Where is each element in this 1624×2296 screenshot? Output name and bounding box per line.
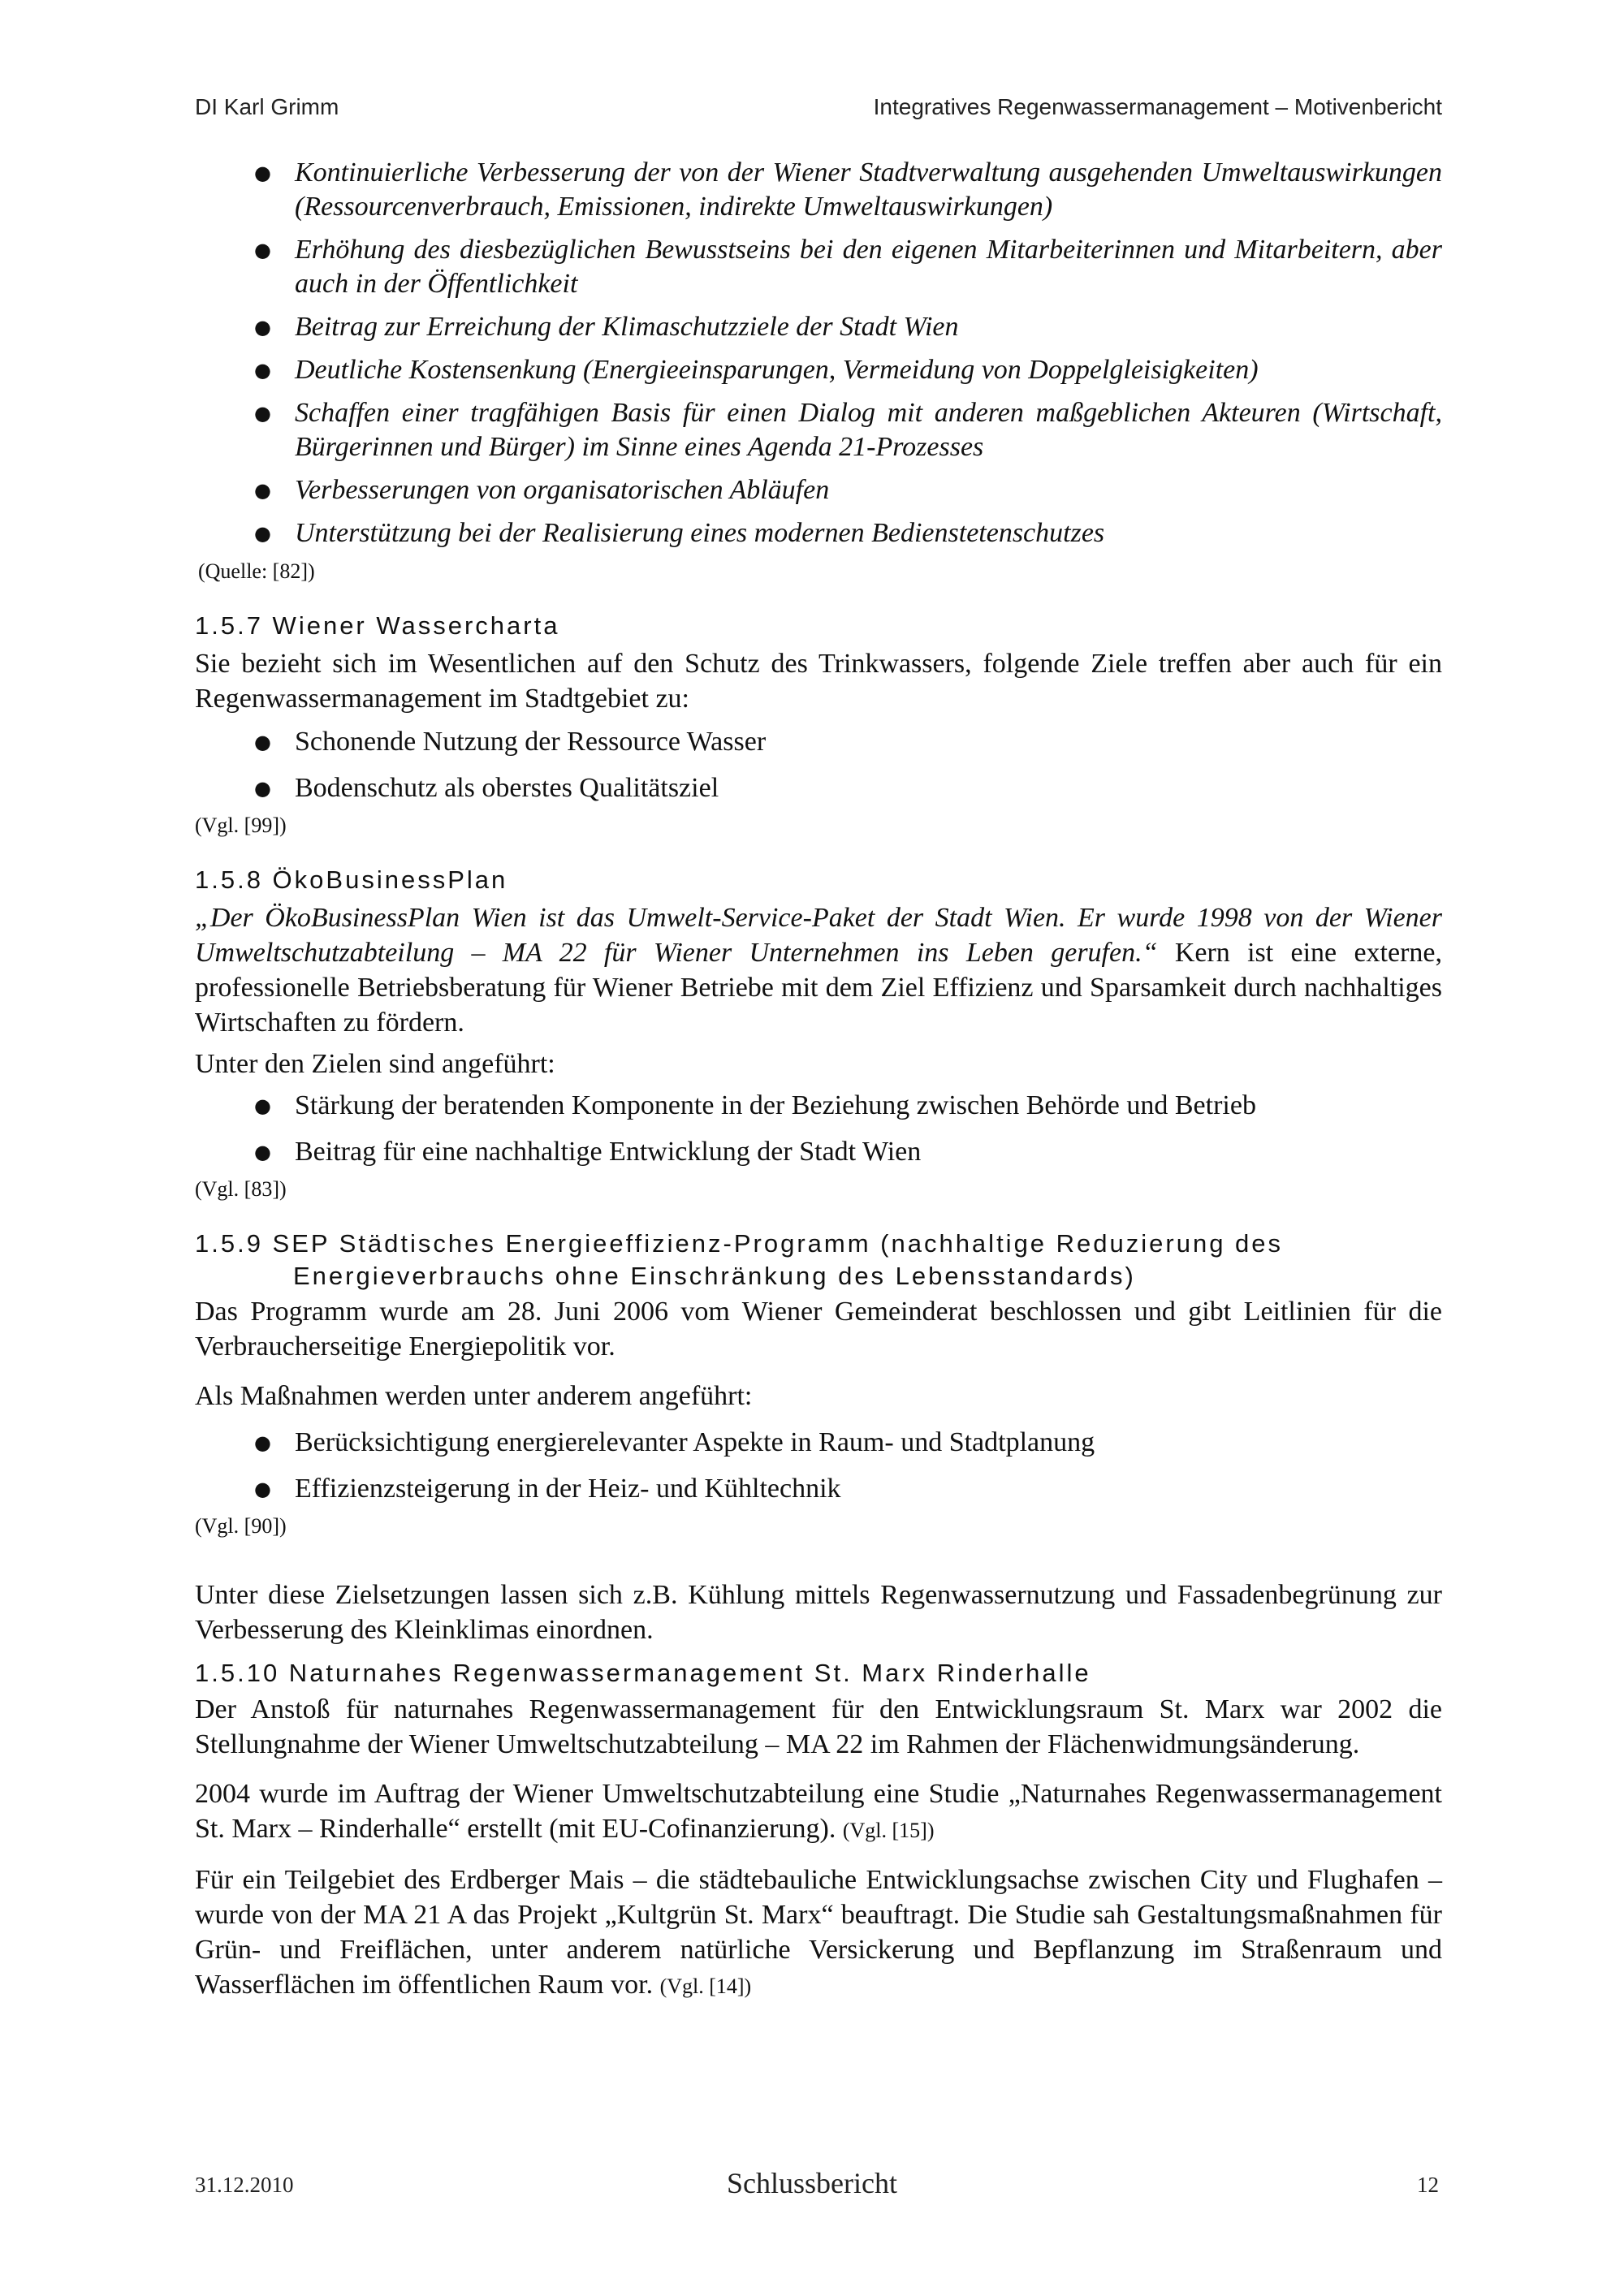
list-item: ● Deutliche Kostensenkung (Energieeinsparungen, Vermeidung von Doppelgleisigkeiten) bbox=[195, 353, 1442, 387]
section-1-5-10-ref-15: (Vgl. [15]) bbox=[842, 1819, 935, 1842]
list-item: ● Bodenschutz als oberstes Qualitätsziel bbox=[195, 770, 1442, 806]
section-heading-1-5-10: 1.5.10 Naturnahes Regenwassermanagement St. Marx Rinderhalle bbox=[195, 1659, 1091, 1687]
list-item: ● Effizienzsteigerung in der Heiz- und Kühltechnik bbox=[195, 1471, 1442, 1507]
page-number: 12 bbox=[1417, 2173, 1439, 2197]
list-item: ● Schaffen einer tragfähigen Basis für einen Dialog mit anderen maßgeblichen Akteuren (Wirtschaft, Bürgerinnen und Bürger) im Sinne eines Agenda 21-Prozesses bbox=[254, 398, 1442, 462]
bullet-icon: ● bbox=[254, 522, 271, 545]
header-author: DI Karl Grimm bbox=[195, 94, 339, 119]
section-heading-1-5-7: 1.5.7 Wiener Wassercharta bbox=[195, 611, 560, 640]
list-item: ● Berücksichtigung energierelevanter Aspekte in Raum- und Stadtplanung bbox=[195, 1425, 1442, 1461]
footer-date: 31.12.2010 bbox=[195, 2173, 294, 2197]
section-1-5-9-para3: Unter diese Zielsetzungen lassen sich z.B. Kühlung mittels Regenwassernutzung und Fassadenbegrünung zur Verbesserung des Kleinklimas einordnen. bbox=[195, 1580, 1442, 1645]
bullet-icon: ● bbox=[254, 239, 271, 261]
section-1-5-10-para1: Der Anstoß für naturnahes Regenwassermanagement für den Entwicklungsraum St. Marx war 2002 die Stellungnahme der Wiener Umweltschutzabteilung – MA 22 im Rahmen der Flächenwidmungsänderung. bbox=[195, 1694, 1442, 1759]
bullet-icon: ● bbox=[254, 402, 271, 425]
section-1-5-8-text: Kern ist eine externe, professionelle Betriebsberatung für Wiener Betriebe mit dem Ziel Effizienz und Sparsamkeit durch nachhaltiges Wirtschaften zu fördern. bbox=[195, 938, 1442, 1038]
bullet-icon: ● bbox=[254, 1478, 271, 1500]
list-item: ● Beitrag zur Erreichung der Klimaschutzziele der Stadt Wien bbox=[195, 310, 1442, 344]
bullet-icon: ● bbox=[254, 162, 271, 184]
section-1-5-8-source: (Vgl. [83]) bbox=[195, 1177, 287, 1201]
bullet-icon: ● bbox=[254, 1141, 271, 1163]
bullet-icon: ● bbox=[254, 731, 271, 753]
section-1-5-8-intro: Unter den Zielen sind angeführt: bbox=[195, 1049, 555, 1079]
section-1-5-8-para bbox=[195, 900, 1442, 1040]
section-1-5-10-para2: 2004 wurde im Auftrag der Wiener Umweltschutzabteilung eine Studie „Naturnahes Regenwassermanagement St. Marx – Rinderhalle“ erstellt (mit EU-Cofinanzierung). (Vgl. [15]) bbox=[195, 1779, 1442, 1844]
section-1-5-8-list bbox=[195, 1088, 1442, 1170]
section-1-5-9-para2: Als Maßnahmen werden unter anderem angeführt: bbox=[195, 1381, 753, 1411]
section-1-5-9-source: (Vgl. [90]) bbox=[195, 1514, 287, 1538]
bullet-icon: ● bbox=[254, 359, 271, 382]
header-title: Integratives Regenwassermanagement – Motivenbericht bbox=[873, 94, 1442, 119]
section-heading-1-5-8: 1.5.8 ÖkoBusinessPlan bbox=[195, 865, 508, 894]
bullet-icon: ● bbox=[254, 1094, 271, 1117]
list-item: ● Schonende Nutzung der Ressource Wasser bbox=[195, 724, 1442, 760]
list-item: ● Kontinuierliche Verbesserung der von der Wiener Stadtverwaltung ausgehenden Umweltauswirkungen (Ressourcenverbrauch, Emissionen, indirekte Umweltauswirkungen) bbox=[254, 158, 1442, 222]
section-1-5-9-para1: Das Programm wurde am 28. Juni 2006 vom Wiener Gemeinderat beschlossen und gibt Leitlinien für die Verbraucherseitige Energiepolitik vor. bbox=[195, 1297, 1442, 1362]
footer-title: Schlussbericht bbox=[727, 2167, 897, 2199]
section-1-5-7-source: (Vgl. [99]) bbox=[195, 814, 287, 837]
section-1-5-10-ref-14: (Vgl. [14]) bbox=[659, 1974, 752, 1998]
list-item: ● Beitrag für eine nachhaltige Entwicklung der Stadt Wien bbox=[195, 1134, 1442, 1170]
section-1-5-7-intro: Sie bezieht sich im Wesentlichen auf den Schutz des Trinkwassers, folgende Ziele treffen aber auch für ein Regenwassermanagement im Stadtgebiet zu: bbox=[195, 649, 1442, 714]
section-1-5-7-list bbox=[195, 724, 1442, 806]
section-heading-1-5-9: 1.5.9 SEP Städtisches Energieeffizienz-Programm (nachhaltige Reduzierung des Energieverbrauchs ohne Einschränkung des Lebensstandards) bbox=[195, 1229, 1284, 1290]
section-1-5-9-list bbox=[195, 1425, 1442, 1507]
goals-list bbox=[195, 156, 1442, 550]
list-item: ● Erhöhung des diesbezüglichen Bewusstseins bei den eigenen Mitarbeiterinnen und Mitarbeitern, aber auch in der Öffentlichkeit bbox=[254, 235, 1442, 299]
goals-source: (Quelle: [82]) bbox=[198, 559, 315, 583]
bullet-icon: ● bbox=[254, 1431, 271, 1454]
bullet-icon: ● bbox=[254, 316, 271, 339]
list-item: ● Unterstützung bei der Realisierung eines modernen Bedienstetenschutzes bbox=[195, 516, 1442, 550]
page-content bbox=[195, 156, 1442, 2004]
bullet-icon: ● bbox=[254, 777, 271, 800]
section-1-5-10-para3: Für ein Teilgebiet des Erdberger Mais – die städtebauliche Entwicklungsachse zwischen City und Flughafen – wurde von der MA 21 A das Projekt „Kultgrün St. Marx“ beauftragt. Die Studie sah Gestaltungsmaßnahmen für Grün- und Freiflächen, unter anderem natürliche Versickerung und Bepflanzung im Straßenraum und Wasserflächen im öffentlichen Raum vor. (Vgl. [14]) bbox=[195, 1865, 1442, 2000]
list-item: ● Stärkung der beratenden Komponente in der Beziehung zwischen Behörde und Betrieb bbox=[195, 1088, 1442, 1124]
list-item: ● Verbesserungen von organisatorischen Abläufen bbox=[195, 473, 1442, 507]
section-1-5-8-quote: „Der ÖkoBusinessPlan Wien ist das Umwelt-Service-Paket der Stadt Wien. Er wurde 1998 von der Wiener Umweltschutzabteilung – MA 22 für Wiener Unternehmen ins Leben gerufen.“ bbox=[195, 903, 1442, 968]
bullet-icon: ● bbox=[254, 479, 271, 502]
